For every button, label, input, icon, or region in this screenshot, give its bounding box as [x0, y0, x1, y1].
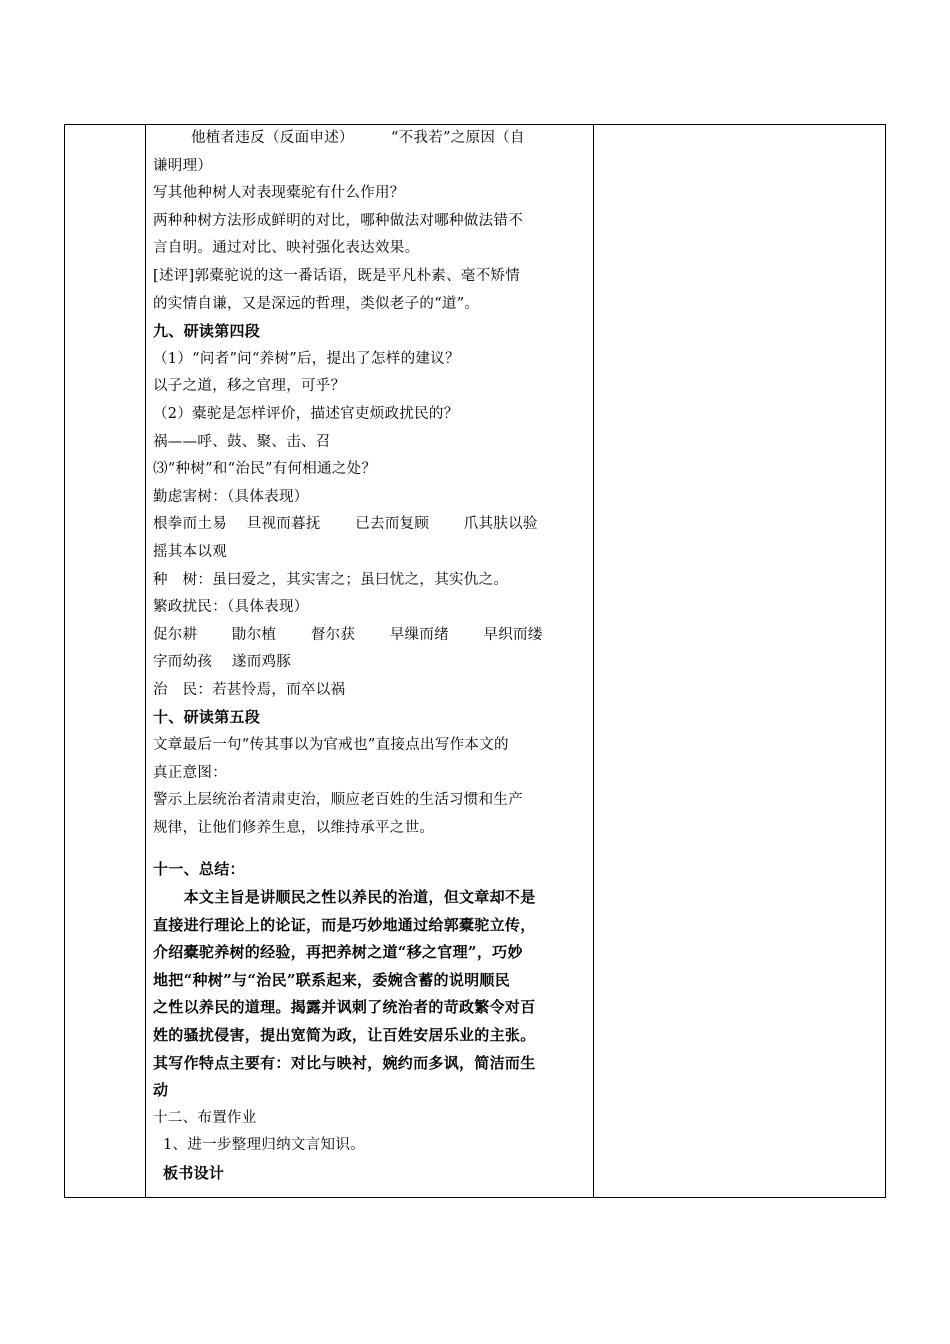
text-line: 以子之道，移之官理，可乎？ [153, 378, 346, 395]
text-line: 姓的骚扰侵害，提出宽简为政，让百姓安居乐业的主张。 [153, 1026, 536, 1044]
text-line: 规律，让他们修养生息，以维持承平之世。 [153, 819, 435, 836]
text-line: 言自明。通过对比、映衬强化表达效果。 [153, 240, 420, 257]
text-line: （1）“问者”问“养树”后，提出了怎样的建议？ [153, 350, 460, 367]
text-line: 直接进行理论上的论证，而是巧妙地通过给郭橐驼立传， [153, 915, 536, 934]
text-line: 之性以养民的道理。揭露并讽刺了统治者的苛政繁令对百 [153, 998, 536, 1017]
text-line: 地把“种树”与“治民”联系起来，委婉含蓄的说明顺民 [153, 970, 511, 989]
text-line: 本文主旨是讲顺民之性以养民的治道，但文章却不是 [153, 888, 536, 907]
text-line: 种 树：虽曰爱之，其实害之；虽曰忧之，其实仇之。 [153, 571, 509, 588]
text-line: 真正意图： [153, 764, 227, 781]
text-line: 警示上层统治者清肃吏治，顺应老百姓的生活习惯和生产 [153, 792, 523, 809]
text-line: 他植者违反（反面申述） “不我若”之原因（自 [191, 130, 525, 146]
text-line: 祸——呼、鼓、聚、击、召 [153, 433, 331, 450]
lesson-table [64, 124, 886, 1198]
text-line: [述评]郭橐驼说的这一番话语，既是平凡朴素、毫不矫情 [153, 267, 521, 284]
text-line: 1、进一步整理归纳文言知识。 [163, 1137, 365, 1154]
text-line: 九、研读第四段 [153, 322, 261, 341]
text-line: 治 民：若甚怜焉，而卒以祸 [153, 681, 346, 698]
text-line: 谦明理） [153, 157, 213, 174]
text-line: 根拳而土易 旦视而暮抚 已去而复顾 爪其肤以验 [153, 516, 538, 533]
text-line: 介绍橐驼养树的经验，再把养树之道“移之官理”，巧妙 [153, 943, 523, 962]
text-line: 摇其本以观 [153, 543, 227, 560]
text-line: 其写作特点主要有：对比与映衬，婉约而多讽，简洁而生 [153, 1053, 536, 1072]
text-line: 动 [153, 1081, 169, 1100]
text-line: 文章最后一句“传其事以为官戒也”直接点出写作本文的 [153, 737, 509, 754]
lesson-content [153, 125, 585, 1188]
text-line: 繁政扰民：（具体表现） [153, 599, 309, 616]
text-line: 十二、布置作业 [153, 1109, 257, 1126]
text-line: 的实情自谦，又是深远的哲理，类似老子的“道”。 [153, 295, 480, 312]
text-line: 十、研读第五段 [153, 708, 261, 727]
text-line: 字而幼孩 遂而鸡豚 [153, 654, 292, 671]
text-line: 板书设计 [163, 1163, 225, 1182]
text-line: 促尔耕 勖尔植 督尔获 早缫而绪 早织而缕 [153, 626, 543, 643]
text-line [153, 842, 585, 856]
column-divider-left [145, 125, 146, 1197]
text-line: （2）橐驼是怎样评价，描述官吏烦政扰民的？ [153, 405, 459, 422]
text-line: ⑶“种树”和“治民”有何相通之处？ [153, 461, 377, 478]
column-divider-right [593, 125, 594, 1197]
text-line: 写其他种树人对表现橐驼有什么作用？ [153, 185, 405, 202]
text-line: 两种种树方法形成鲜明的对比，哪种做法对哪种做法错不 [153, 212, 523, 229]
text-line: 十一、总结： [153, 860, 245, 879]
text-line: 勤虑害树：（具体表现） [153, 488, 309, 505]
